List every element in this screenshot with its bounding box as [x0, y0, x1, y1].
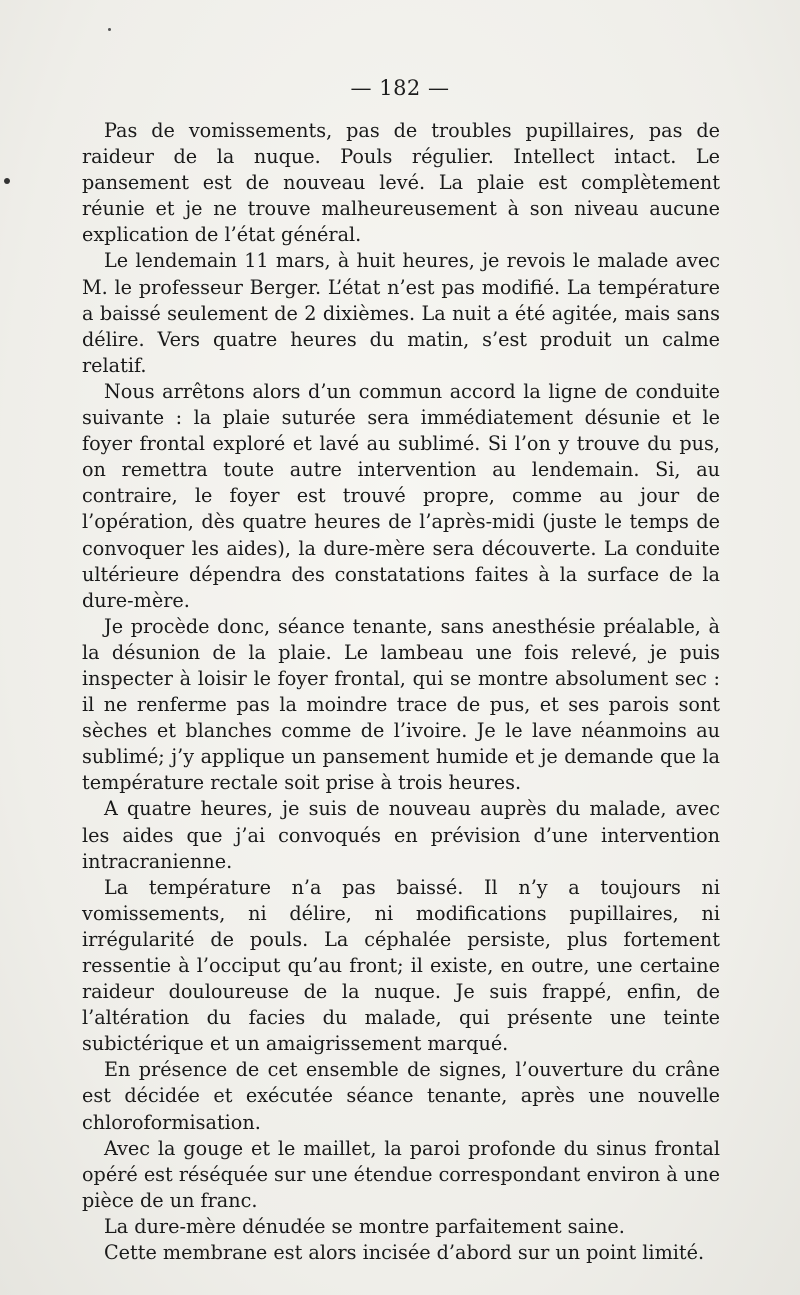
paragraph-10: Cette membrane est alors incisée d’abord sur un point limité.	[104, 1241, 705, 1265]
paragraph-3: Nous arrêtons alors d’un commun accord la ligne de conduite suivante : la plaie suturée sera immédiatement désunie et le foyer frontal exploré et lavé au sublimé. Si l’on y trouve du pus, on remettra toute autre intervention au lendemain. Si, au contraire, le foyer est trouvé propre, comme au jour de l’opération, dès quatre heures de l’après-midi (juste le temps de convoquer les aides), la dure-mère sera découverte. La conduite ultérieure dépendra des constatations faites à la surface de la dure-mère.	[82, 379, 720, 612]
body-text	[82, 118, 720, 1266]
paragraph-4: Je procède donc, séance tenante, sans anesthésie préalable, à la désunion de la plaie. Le lambeau une fois relevé, je puis inspecter à loisir le foyer frontal, qui se montre absolument sec : il ne renferme pas la moindre trace de pus, et ses parois sont sèches et blanches comme de l’ivoire. Je le lave néanmoins au sublimé; j’y applique un pansement humide et je demande que la température rectale soit prise à trois heures.	[82, 614, 720, 795]
paragraph-6: La température n’a pas baissé. Il n’y a toujours ni vomissements, ni délire, ni modifications pupillaires, ni irrégularité de pouls. La céphalée persiste, plus fortement ressentie à l’occiput qu’au front; il existe, en outre, une certaine raideur douloureuse de la nuque. Je suis frappé, enfin, de l’altération du facies du malade, qui présente une teinte subictérique et un amaigrissement marqué.	[82, 875, 720, 1056]
page-number: — 182 —	[350, 76, 450, 100]
margin-ink-dot	[4, 178, 10, 184]
top-ink-speck	[108, 28, 111, 31]
paragraph-1: Pas de vomissements, pas de troubles pupillaires, pas de raideur de la nuque. Pouls régulier. Intellect intact. Le pansement est de nouveau levé. La plaie est complètement réunie et je ne trouve malheureusement à son niveau aucune explication de l’état général.	[82, 119, 720, 247]
paragraph-2: Le lendemain 11 mars, à huit heures, je revois le malade avec M. le professeur Berger. L’état n’est pas modifié. La température a baissé seulement de 2 dixièmes. La nuit a été agitée, mais sans délire. Vers quatre heures du matin, s’est produit un calme relatif.	[82, 249, 720, 377]
paragraph-9: La dure-mère dénudée se montre parfaitement saine.	[104, 1214, 625, 1238]
paragraph-7: En présence de cet ensemble de signes, l’ouverture du crâne est décidée et exécutée séance tenante, après une nouvelle chloroformisation.	[82, 1058, 720, 1134]
paragraph-5: A quatre heures, je suis de nouveau auprès du malade, avec les aides que j’ai convoqués en prévision d’une intervention intracranienne.	[82, 797, 720, 873]
paragraph-8: Avec la gouge et le maillet, la paroi profonde du sinus frontal opéré est réséquée sur une étendue correspondant environ à une pièce de un franc.	[82, 1136, 720, 1212]
